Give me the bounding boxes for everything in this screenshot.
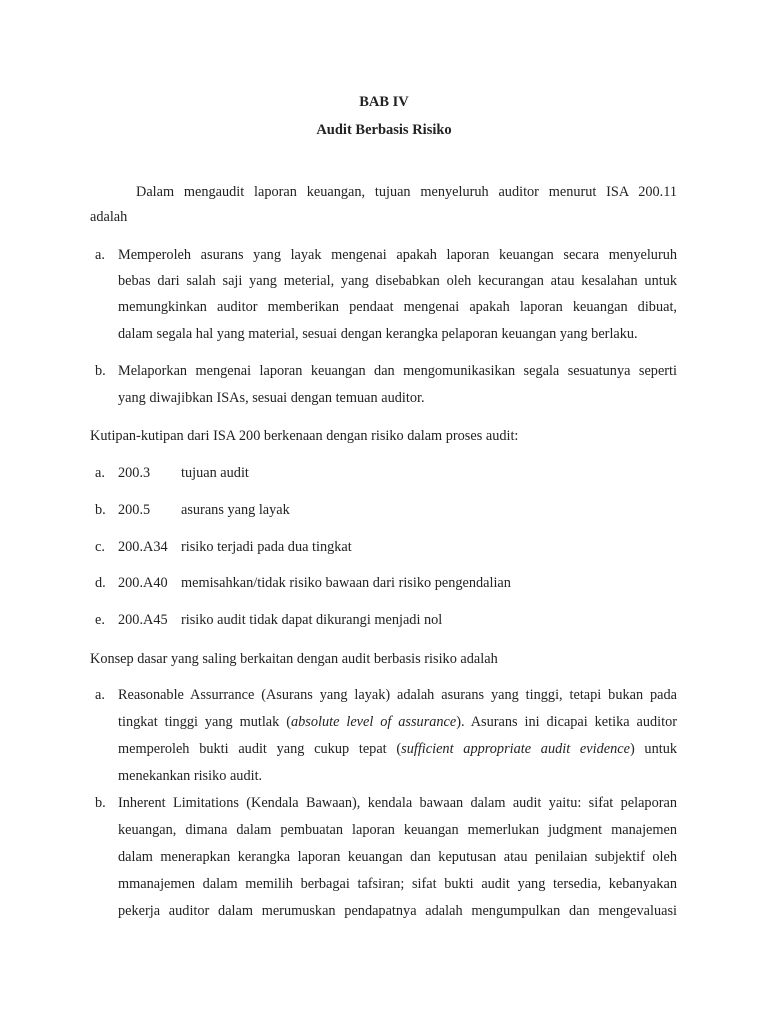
objective-b-line-1: Melaporkan mengenai laporan keuangan dan mengomunikasikan segala sesuatunya seperti bbox=[118, 363, 677, 379]
objective-a-line-3: memungkinkan auditor memberikan pendaat mengenai apakah laporan keuangan dibuat, bbox=[118, 299, 677, 315]
quote-a-marker: a. bbox=[95, 465, 105, 481]
concept-b-line-1: Inherent Limitations (Kendala Bawaan), kendala bawaan dalam audit yaitu: sifat pelaporan bbox=[118, 795, 677, 811]
objective-b-line-2: yang diwajibkan ISAs, sesuai dengan temuan auditor. bbox=[118, 390, 425, 406]
quote-b-marker: b. bbox=[95, 502, 106, 518]
quote-e-text: risiko audit tidak dapat dikurangi menjadi nol bbox=[181, 612, 443, 628]
concept-a-line-1: Reasonable Assurrance (Asurans yang layak) adalah asurans yang tinggi, tetapi bukan pada bbox=[118, 687, 677, 703]
objective-b-marker: b. bbox=[95, 363, 106, 379]
quote-b-code: 200.5 bbox=[118, 502, 151, 518]
concept-a-line-3: memperoleh bukti audit yang cukup tepat (sufficient appropriate audit evidence) untuk bbox=[118, 741, 678, 757]
quote-c-code: 200.A34 bbox=[118, 539, 168, 555]
concept-a-line-2: tingkat tinggi yang mutlak (absolute level of assurance). Asurans ini dicapai ketika auditor bbox=[118, 714, 678, 730]
quote-b-text: asurans yang layak bbox=[181, 502, 290, 518]
quote-d-code: 200.A40 bbox=[118, 575, 168, 591]
quote-c-text: risiko terjadi pada dua tingkat bbox=[181, 539, 352, 555]
objective-a-line-1: Memperoleh asurans yang layak mengenai apakah laporan keuangan secara menyeluruh bbox=[118, 247, 677, 263]
chapter-title: Audit Berbasis Risiko bbox=[316, 122, 452, 138]
concept-a-emphasis-2: sufficient appropriate audit evidence bbox=[401, 741, 630, 757]
quotes-intro: Kutipan-kutipan dari ISA 200 berkenaan dengan risiko dalam proses audit: bbox=[90, 428, 519, 444]
concept-b-line-3: dalam menerapkan kerangka laporan keuangan dan keputusan atau penilaian subjektif oleh bbox=[118, 849, 677, 865]
concept-a-line-4: menekankan risiko audit. bbox=[118, 768, 263, 784]
concept-b-marker: b. bbox=[95, 795, 106, 811]
concepts-intro: Konsep dasar yang saling berkaitan dengan audit berbasis risiko adalah bbox=[90, 651, 498, 667]
quote-e-marker: e. bbox=[95, 612, 105, 628]
objective-a-marker: a. bbox=[95, 247, 105, 263]
quote-d-text: memisahkan/tidak risiko bawaan dari risiko pengendalian bbox=[181, 575, 511, 591]
intro-line-1: Dalam mengaudit laporan keuangan, tujuan menyeluruh auditor menurut ISA 200.11 bbox=[136, 184, 677, 200]
objective-a-line-2: bebas dari salah saji yang meterial, yang disebabkan oleh kecurangan atau kesalahan untuk bbox=[118, 273, 677, 289]
concept-a-emphasis-1: absolute level of assurance bbox=[290, 714, 457, 730]
quote-c-marker: c. bbox=[95, 539, 105, 555]
concept-b-line-5: pekerja auditor dalam merumuskan pendapatnya adalah mengumpulkan dan mengevaluasi bbox=[118, 903, 677, 919]
objective-a-line-4: dalam segala hal yang material, sesuai dengan kerangka pelaporan keuangan yang berlaku. bbox=[118, 326, 638, 342]
quote-d-marker: d. bbox=[95, 575, 106, 591]
quote-a-code: 200.3 bbox=[118, 465, 151, 481]
intro-line-2: adalah bbox=[90, 209, 128, 225]
concept-b-line-4: mmanajemen dalam memilih berbagai tafsiran; sifat bukti audit yang tersedia, kebanyakan bbox=[118, 876, 677, 892]
quote-e-code: 200.A45 bbox=[118, 612, 168, 628]
chapter-heading: BAB IV bbox=[359, 94, 409, 110]
quote-a-text: tujuan audit bbox=[181, 465, 249, 481]
concept-a-marker: a. bbox=[95, 687, 105, 703]
concept-b-line-2: keuangan, dimana dalam pembuatan laporan keuangan memerlukan judgment manajemen bbox=[118, 822, 677, 838]
